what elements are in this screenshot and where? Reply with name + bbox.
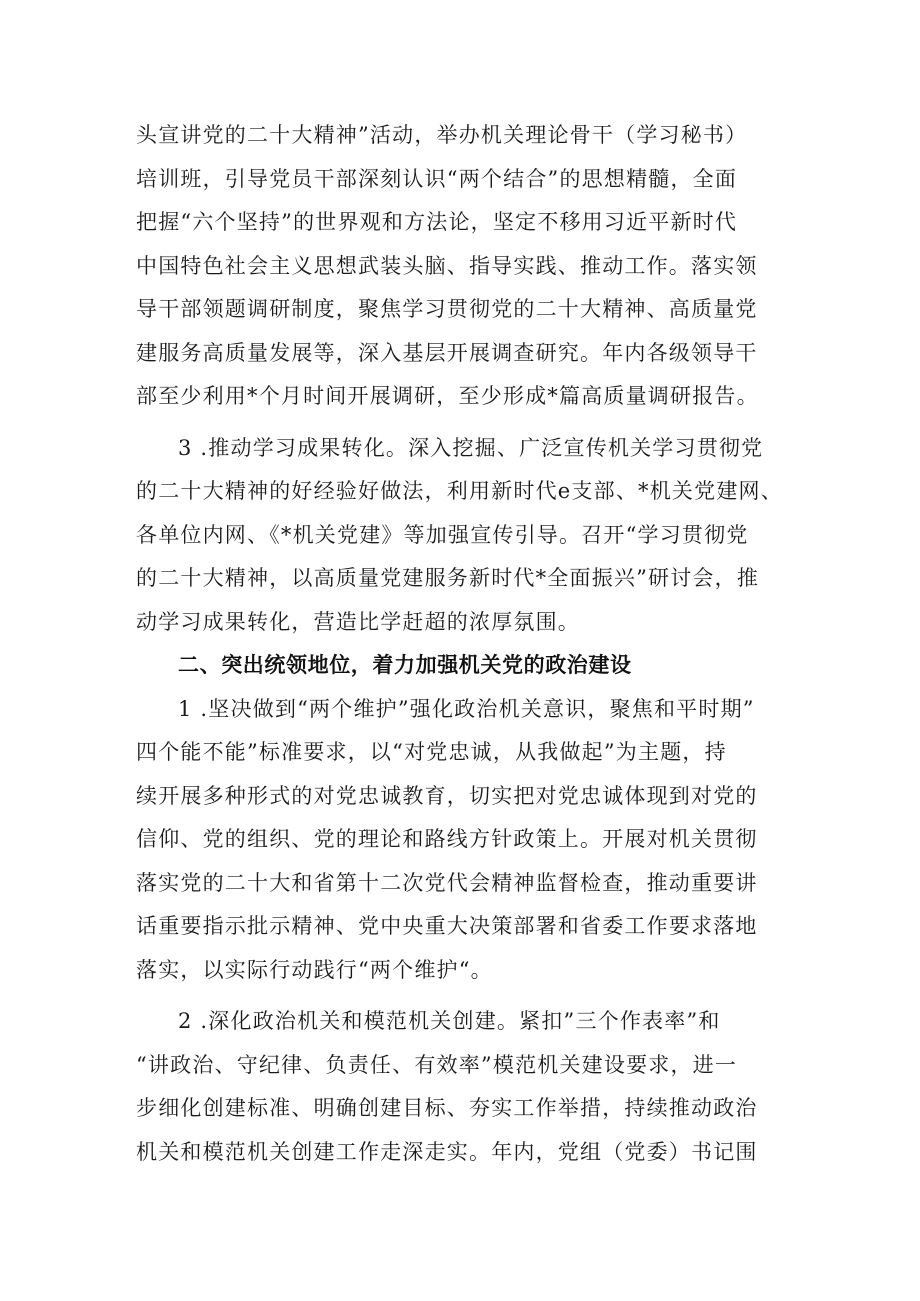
paragraph-study-propaganda: 头宣讲党的二十大精神”活动，举办机关理论骨干（学习秘书） 培训班，引导党员干部深刻认识“两个结合”的思想精髓，全面 把握“六个坚持”的世界观和方法论，坚定不移用习近平新时代 中国特色社会主义思想武装头脑、指导实践、推动工作。落实领 导干部领题调研制度，聚焦学习贯彻党的二十大精神、高质量党 建服务高质量发展等，深入基层开展调查研究。年内各级领导干 部至少利用*个月时间开展调研，至少形成*篇高质量调研报告。 [136,123,759,408]
paragraph-item-3: 3 .推动学习成果转化。深入挖掘、广泛宣传机关学习贯彻党 的二十大精神的好经验好做法，利用新时代e支部、*机关党建网、 各单位内网、《*机关党建》等加强宣传引导。召开“学习贯彻党 的二十大精神，以高质量党建服务新时代*全面振兴”研讨会，推 动学习成果转化，营造比学赶超的浓厚氛围。 [136,435,783,634]
section-heading-2: 二、突出统领地位，着力加强机关党的政治建设 [178,653,632,677]
paragraph-item-2: 2 .深化政治机关和模范机关创建。紧扣”三个作表率”和 “讲政治、守纪律、负责任、有效率”模范机关建设要求，进一 步细化创建标准、明确创建目标、夯实工作举措，持续推动政治 机关和模范机关创建工作走深走实。年内，党组（党委）书记围 [136,1009,758,1164]
paragraph-item-1: 1 .坚决做到“两个维护”强化政治机关意识，聚焦和平时期” 四个能不能”标准要求，以“对党忠诚，从我做起”为主题，持 续开展多种形式的对党忠诚教育，切实把对党忠诚体现到对党的 信仰、党的组织、党的理论和路线方针政策上。开展对机关贯彻 落实党的二十大和省第十二次党代会精神监督检查，推动重要讲 话重要指示批示精神、党中央重大决策部署和省委工作要求落地 落实，以实际行动践行“两个维护“。 [136,696,758,982]
document-body [136,114,796,1174]
